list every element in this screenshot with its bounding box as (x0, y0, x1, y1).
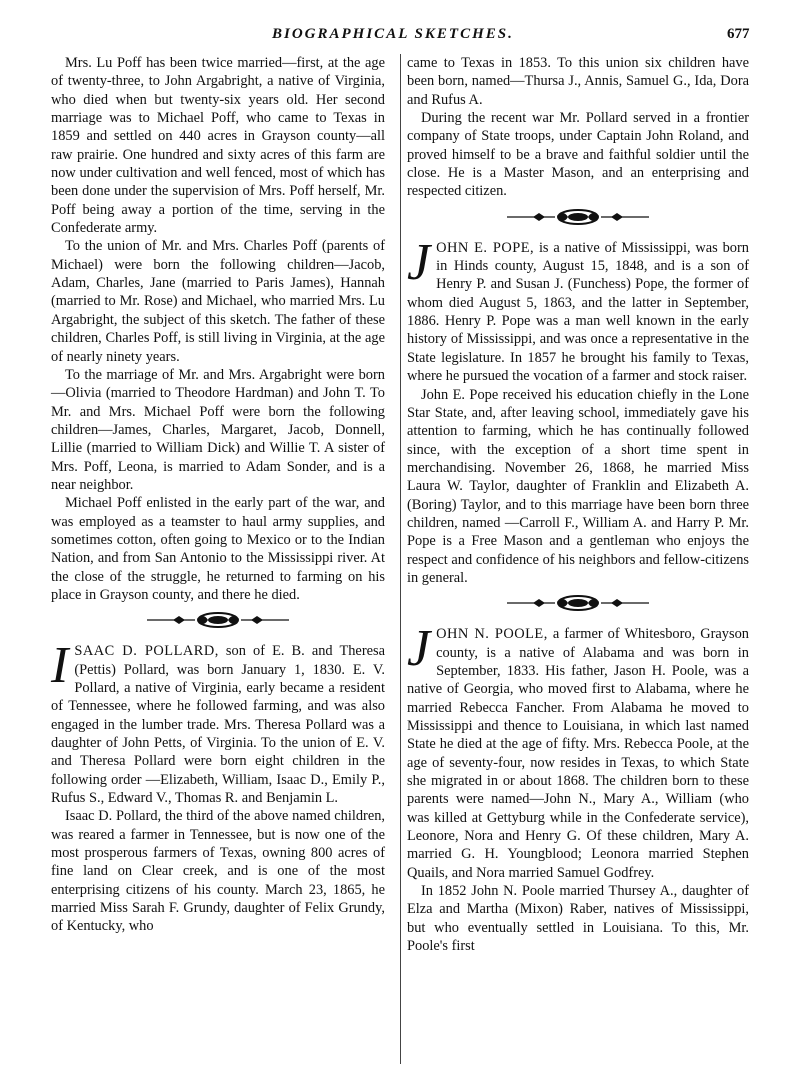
right-column (407, 54, 749, 955)
poff-paragraph-4: Michael Poff enlisted in the early part of the war, and was employed as a teamster to haul army supplies, and sometimes cotton, often going to Mexico or to the Indian Nation, and from San Antonio to the Mississippi river. At the close of the struggle, he returned to farming on his place in Grayson county, and there he died. (51, 495, 385, 603)
pope-dropcap: J (407, 233, 431, 291)
pope-paragraph-1-text: is a native of Mississippi, was born in Hinds county, August 15, 1848, and is a son of Henry P. and Susan J. (Funchess) Pope, the former of whom died August 5, 1863, and the latter in September, 1886. Henry P. Pope was a man well known in the early history of Mississippi, and was once a representative in the State legislature. In 1857 he brought his family to Texas, where he pursued the vocation of a farmer and stock raiser. (407, 239, 749, 385)
poole-paragraph-1-text: a farmer of Whitesboro, Grayson county, is a native of Alabama and was born in September, 1833. His father, Jason H. Poole, was a native of Georgia, who moved first to Alabama, where he married Rebecca Fancher. From Alabama he moved to Mississippi and thence to Louisiana, in which last named State he died at the age of fifty. Mrs. Rebecca Poole, at the age of seventy-four, now resides in Texas, to which State she migrated in or about 1868. The children born to these parents were named—John N., Mary A., William (who was killed at Gettyburg while in the Confederate service), Leonore, Nora and Henry G. Of these children, Mary A. married G. H. Youngblood; Leonora married Stephen Quails, and Nora married Samuel Godfrey. (407, 626, 749, 881)
poole-paragraph-2: In 1852 John N. Poole married Thursey A., daughter of Elza and Martha (Mixon) Raber, natives of Mississippi, but who eventually settled in Louisiana. To this, Mr. Poole's first (407, 883, 749, 955)
pope-lead-name: OHN E. POPE, (436, 239, 535, 256)
pollard-sketch (51, 637, 385, 936)
page-number: 677 (727, 26, 750, 42)
poole-paragraph-1 (407, 620, 749, 882)
poole-dropcap: J (407, 620, 431, 678)
section-ornament (407, 207, 749, 229)
pollard-continued-2: During the recent war Mr. Pollard served in a frontier company of State troops, under Captain John Roland, and proved himself to be a brave and faithful soldier until the close. He is a Master Mason, and an enterprising and respected citizen. (407, 110, 749, 200)
poff-paragraph-3: To the marriage of Mr. and Mrs. Argabright were born—Olivia (married to Theodore Hardman) and John T. To Mr. and Mrs. Michael Poff were born the following children—James, Charles, Margaret, Jacob, Donnell, Lillie (married to William Dick) and Willie T. A sister of Mrs. Poff, Leona, is married to Adam Sonder, and is a near neighbor. (51, 366, 385, 493)
running-head (0, 26, 795, 48)
pollard-paragraph-2: Isaac D. Pollard, the third of the above named children, was reared a farmer in Tennessee, but is now one of the most prosperous farmers of Texas, owning 800 acres of fine land on Clear creek, and is one of the most enterprising citizens of his county. March 23, 1865, he married Miss Sarah F. Grundy, daughter of Felix Grundy, of Kentucky, who (51, 808, 385, 935)
poole-sketch (407, 620, 749, 955)
left-column (51, 54, 385, 936)
poff-paragraph-1: Mrs. Lu Poff has been twice married—first, at the age of twenty-three, to John Argabright, a native of Virginia, who died when but twenty-six years old. Her second marriage was to Michael Poff, who came to Texas in 1859 and settled on 440 acres in Grayson county—all raw prairie. One hundred and sixty acres of this farm are now under cultivation and well fenced, most of which has been done under the supervision of Mrs. Poff herself, Mr. Poff being away a portion of the time, serving in the Confederate army. (51, 55, 385, 237)
section-ornament (407, 593, 749, 615)
poff-paragraph-2: To the union of Mr. and Mrs. Charles Poff (parents of Michael) were born the following children—Jacob, Adam, Charles, Jane (married to Paris James), Hannah (married to Mr. Rose) and Michael, who married Mrs. Lu Argabright, the subject of this sketch. The father of these children, Charles Poff, is still living in Virginia, at the age of nearly ninety years. (51, 238, 385, 365)
pope-sketch (407, 233, 749, 588)
pollard-continued-1: came to Texas in 1853. To this union six children have been born, named—Thursa J., Annis, Samuel G., Ida, Dora and Rufus A. (407, 55, 749, 108)
ornament-icon (143, 610, 293, 630)
poole-lead-name: OHN N. POOLE, (436, 626, 548, 643)
pope-paragraph-1 (407, 233, 749, 386)
pollard-paragraph-1 (51, 637, 385, 807)
ornament-icon (503, 207, 653, 227)
column-divider (400, 54, 401, 1064)
ornament-icon (503, 593, 653, 613)
running-title: BIOGRAPHICAL SKETCHES. (272, 26, 514, 42)
pollard-lead-name: SAAC D. POLLARD, (74, 643, 219, 660)
pope-paragraph-2: John E. Pope received his education chiefly in the Lone Star State, and, after leaving school, immediately gave his attention to farming, which he has continually followed since, with the exception of a short time spent in merchandising. November 26, 1868, he married Miss Laura W. Taylor, daughter of Franklin and Elizabeth A. (Boring) Taylor, and to this marriage have been born three children, named —Carroll F., William A. and Harry P. Mr. Pope is a Free Mason and a gentleman who enjoys the respect and confidence of his neighbors and fellow-citizens in general. (407, 386, 749, 586)
section-ornament (51, 610, 385, 632)
pollard-dropcap: I (51, 637, 69, 695)
pollard-paragraph-1-text: son of E. B. and Theresa (Pettis) Pollard, was born January 1, 1830. E. V. Pollard, a native of Virginia, early became a resident of Tennessee, where he followed farming, and was also engaged in the lumber trade. Mrs. Theresa Pollard was a daughter of John Petts, of Virginia. To the union of E. V. and Theresa Pollard were born eight children in the following order —Elizabeth, William, Isaac D., Emily P., Rufus S., Edward V., Thomas R. and Benjamin L. (51, 643, 385, 807)
